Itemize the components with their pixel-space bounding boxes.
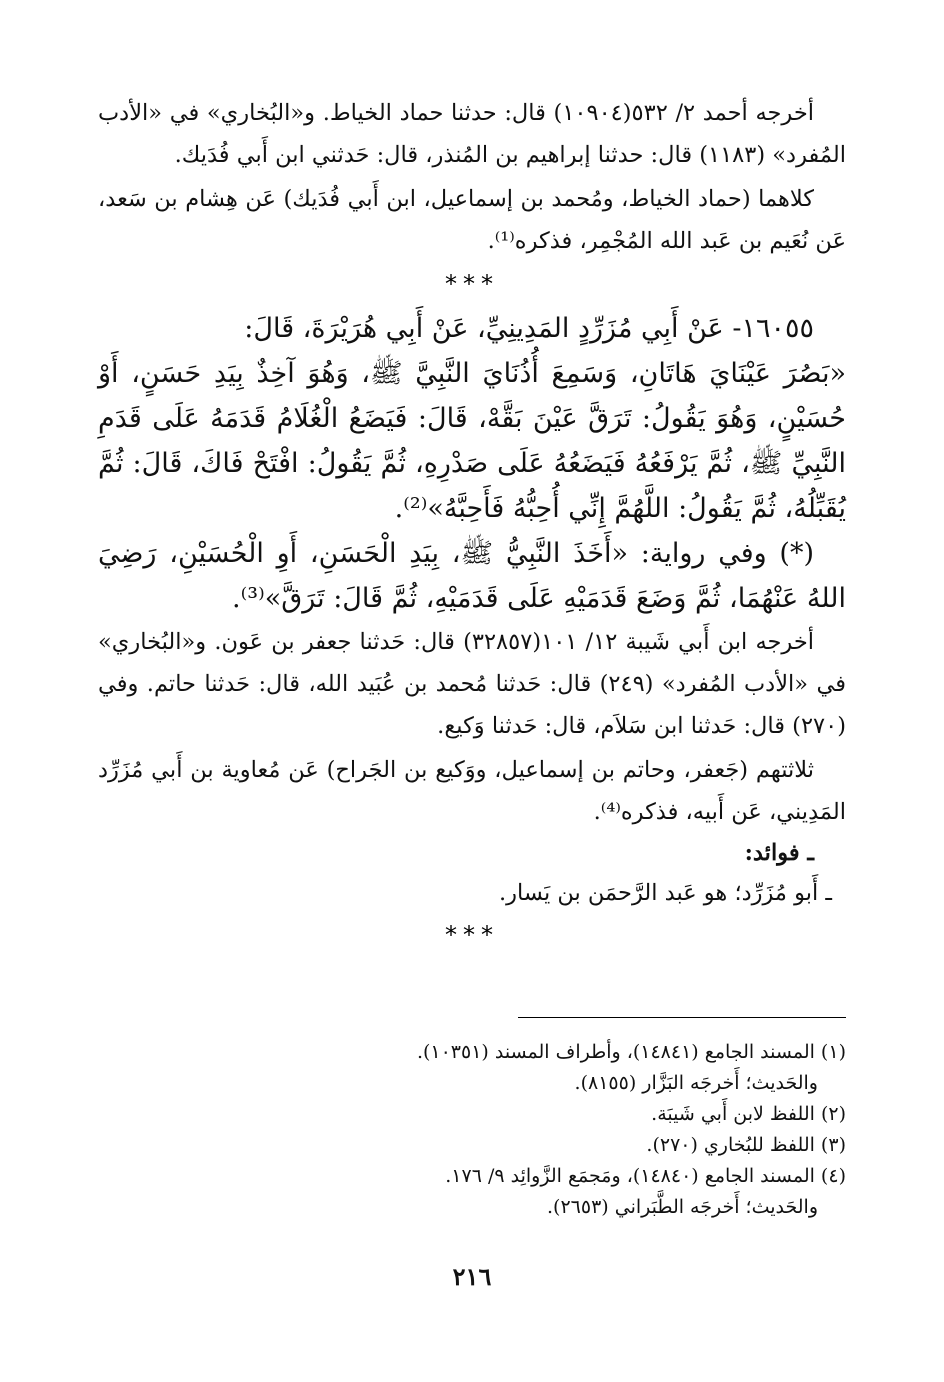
footnote-4: (٤) المسند الجامع (١٤٨٤٠)، ومَجمَع الزَّوائِد ٩/ ١٧٦. [445,1165,846,1187]
footnote-divider [518,1017,846,1018]
footnote-1-continued: والحَديث؛ أَخرجَه البَزَّار (٨١٥٥). [574,1072,818,1094]
takhrij-paragraph-1: أخرجه أحمد ٢/ ٥٣٢(١٠٩٠٤) قال: حدثنا حماد الخياط. و«البُخاري» في «الأدب المُفرد» (١١٨٣) قال: حدثنا إبراهيم بن المُنذر، قال: حَدثني ابن أَبي فُدَيك. [98,100,846,168]
footnote-1: (١) المسند الجامع (١٤٨٤١)، وأطراف المسند (١٠٣٥١). [416,1041,846,1063]
hadith-heading: ١٦٠٥٥- عَنْ أَبِي مُزَرِّدٍ المَدِينِيِّ، عَنْ أَبِي هُرَيْرَةَ، قَالَ: [244,313,814,344]
benefits-line: ـ أَبو مُزَرِّد؛ هو عَبد الرَّحمَن بن يَسار. [499,880,832,906]
takhrij-paragraph-4: ثلاثتهم (جَعفر، وحاتم بن إسماعيل، ووَكيع بن الجَراح) عَن مُعاوية بن أَبي مُزَرِّد المَدِيني، عَن أَبيه، فذكره⁽⁴⁾. [98,757,846,825]
asterisk-separator: *** [445,270,499,298]
takhrij-paragraph-2: كلاهما (حماد الخياط، ومُحمد بن إسماعيل، ابن أَبي فُدَيك) عَن هِشام بن سَعد، عَن نُعَيم بن عَبد الله المُجْمِر، فذكره⁽¹⁾. [98,186,846,254]
footnotes [98,1037,846,1223]
footnote-2: (٢) اللفظ لابن أَبي شَيبَة. [651,1103,846,1125]
footnote-4-continued: والحَديث؛ أَخرجَه الطَّبَراني (٢٦٥٣). [547,1196,818,1218]
benefits-heading: ـ فوائد: [744,840,814,866]
page-number: ٢١٦ [452,1262,492,1291]
page-body [98,92,846,957]
hadith-text: «بَصُرَ عَيْنَايَ هَاتَانِ، وَسَمِعَ أُذُنَايَ النَّبِيَّ ﷺ، وَهُوَ آخِذٌ بِيَدِ حَسَنٍ، أَوْ حُسَيْنٍ، وَهُوَ يَقُولُ: تَرَقَّ عَيْنَ بَقَّهْ، قَالَ: فَيَضَعُ الْغُلَامُ قَدَمَهُ عَلَى قَدَمِ النَّبِيِّ ﷺ، ثُمَّ يَرْفَعُهُ فَيَضَعُهُ عَلَى صَدْرِهِ، ثُمَّ يَقُولُ: افْتَحْ فَاكَ، قَالَ: ثُمَّ يُقَبِّلُهُ، ثُمَّ يَقُولُ: اللَّهُمَّ إِنِّي أُحِبُّهُ فَأَحِبَّهُ»⁽²⁾. [98,358,846,524]
asterisk-separator-end: *** [445,921,499,949]
footnote-3: (٣) اللفظ للبُخاري (٢٧٠). [646,1134,846,1156]
hadith-variant: (*) وفي رواية: «أَخَذَ النَّبِيُّ ﷺ، بِيَدِ الْحَسَنِ، أَوِ الْحُسَيْنِ، رَضِيَ اللهُ عَنْهُمَا، ثُمَّ وَضَعَ قَدَمَيْهِ عَلَى قَدَمَيْهِ، ثُمَّ قَالَ: تَرَقَّ»⁽³⁾. [98,538,846,614]
takhrij-paragraph-3: أخرجه ابن أَبي شَيبة ١٢/ ١٠١(٣٢٨٥٧) قال: حَدثنا جعفر بن عَون. و«البُخاري» في «الأدب المُفرد» (٢٤٩) قال: حَدثنا مُحمد بن عُبَيد الله، قال: حَدثنا حاتم. وفي (٢٧٠) قال: حَدثنا ابن سَلاَم، قال: حَدثنا وَكيع. [98,629,846,739]
